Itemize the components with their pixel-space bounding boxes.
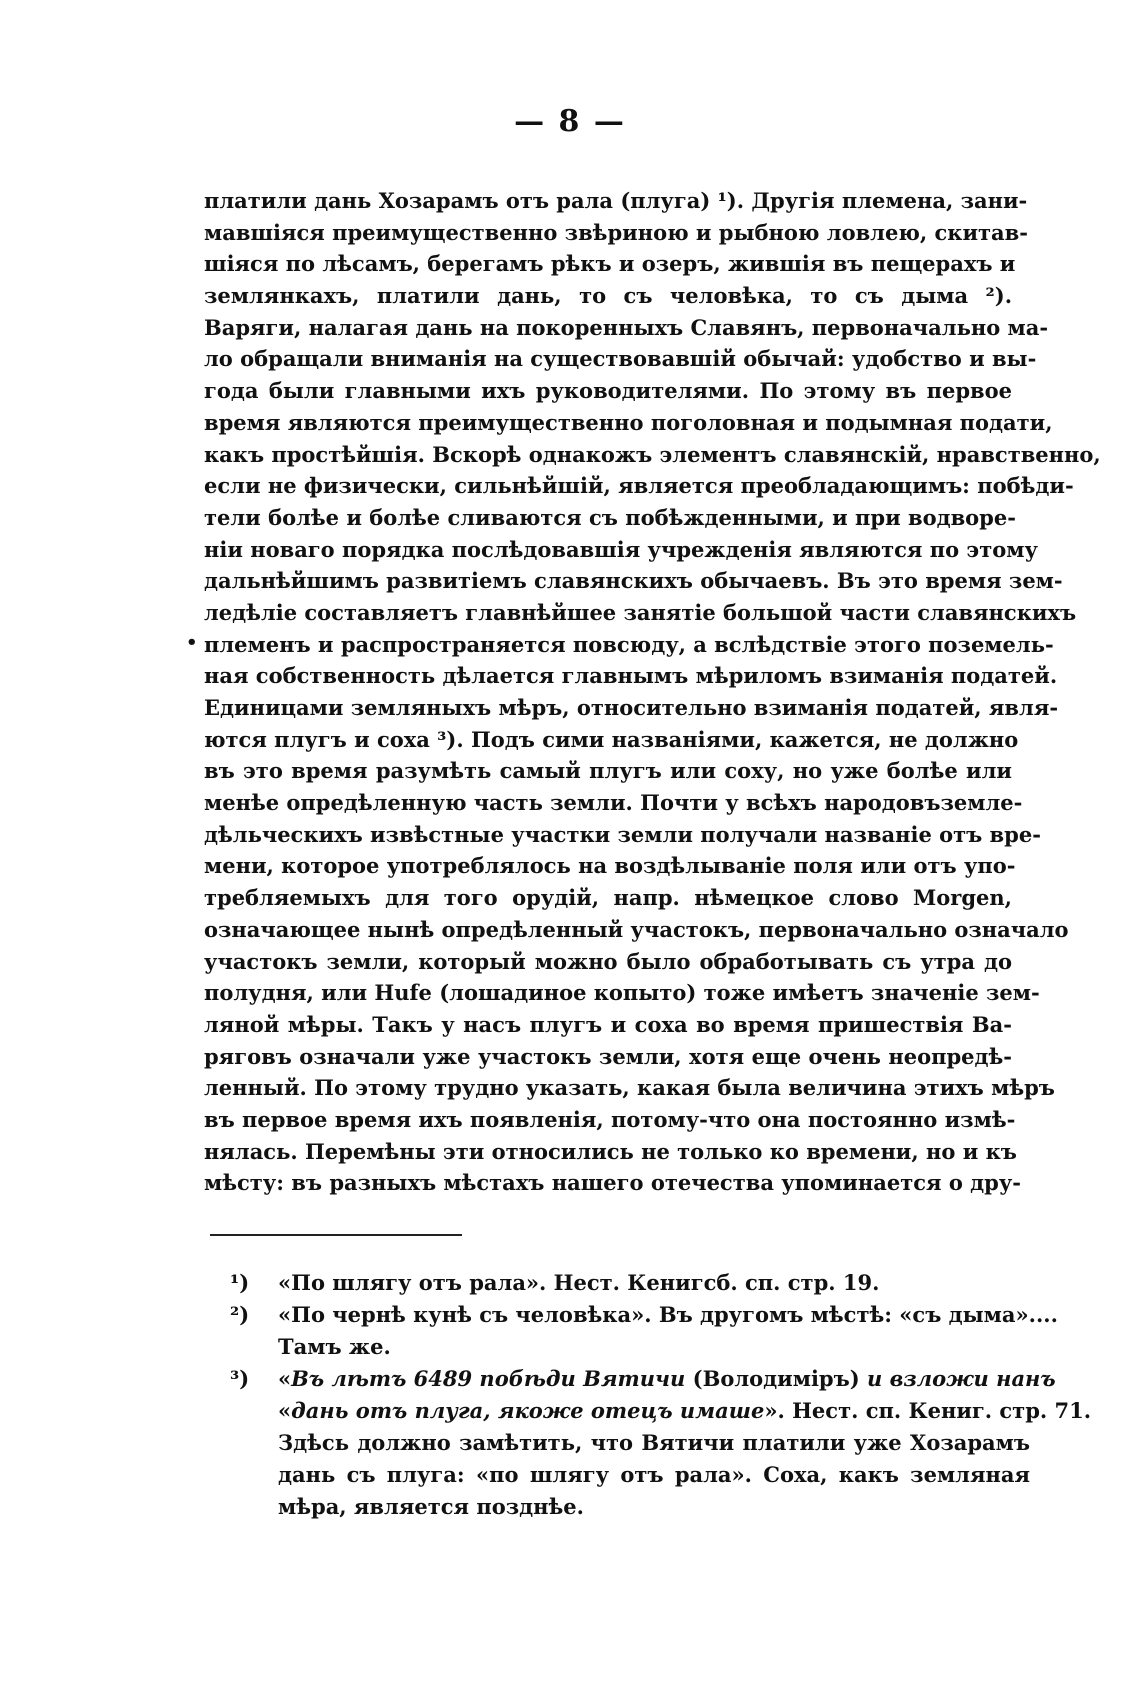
footnote-separator xyxy=(210,1234,462,1236)
body-line: какъ простѣйшія. Вскорѣ однакожъ элементъ славянскій, нравственно, xyxy=(204,441,1101,467)
body-line: участокъ земли, который можно было обработывать съ утра до xyxy=(204,948,1012,974)
footnote-text: дань съ плуга: «по шлягу отъ рала». Соха, какъ земляная xyxy=(278,1462,1030,1487)
body-line: дальнѣйшимъ развитіемъ славянскихъ обычаевъ. Въ это время зем- xyxy=(204,568,1063,594)
footnote-text-plain: (Володиміръ) xyxy=(685,1366,867,1391)
body-line: ледѣліе составляетъ главнѣйшее занятіе большой части славянскихъ xyxy=(204,599,1077,625)
footnote-text xyxy=(278,1366,1056,1391)
body-line: менѣе опредѣленную часть земли. Почти у всѣхъ народовъземле- xyxy=(204,790,1023,816)
body-line: ная собственность дѣлается главнымъ мѣриломъ взиманія податей. xyxy=(204,663,1058,689)
page-number: — 8 — xyxy=(514,104,626,139)
footnote-text: «По шлягу отъ рала». Нест. Кенигсб. сп. стр. 19. xyxy=(278,1270,880,1295)
body-line: ло обращали вниманія на существовавшій обычай: удобство и вы- xyxy=(204,346,1037,372)
body-line: Единицами земляныхъ мѣръ, относительно взиманія податей, явля- xyxy=(204,695,1059,720)
footnote-1 xyxy=(230,1267,1030,1299)
footnote-3-continued xyxy=(230,1459,1030,1491)
footnote-text: Тамъ же. xyxy=(278,1334,391,1359)
quote-open: « xyxy=(278,1398,292,1423)
footnote-3-continued xyxy=(230,1491,1030,1523)
body-line: Варяги, налагая дань на покоренныхъ Славянъ, первоначально ма- xyxy=(204,314,1049,340)
footnote-3-continued xyxy=(230,1395,1092,1427)
body-line: платили дань Хозарамъ отъ рала (плуга) ¹). Другія племена, зани- xyxy=(204,188,1028,213)
body-line: ніи новаго порядка послѣдовавшія учрежденія являются по этому xyxy=(204,536,1038,562)
footnote-marker: ¹) xyxy=(230,1270,250,1295)
body-line: землянкахъ, платили дань, то съ человѣка, то съ дыма ²). xyxy=(204,283,1012,309)
body-line: шіяся по лѣсамъ, берегамъ рѣкъ и озеръ, жившія въ пещерахъ и xyxy=(204,251,1016,277)
body-line: полудня, или Hufe (лошадиное копыто) тоже имѣетъ значеніе зем- xyxy=(204,980,1040,1006)
margin-mark: • xyxy=(186,632,198,653)
body-line: дѣльческихъ извѣстные участки земли получали названіе отъ вре- xyxy=(204,821,1041,847)
footnote-text xyxy=(278,1398,1091,1423)
body-line: если не физически, сильнѣйшій, является преобладающимъ: побѣди- xyxy=(204,473,1074,499)
body-line: означающее нынѣ опредѣленный участокъ, первоначально означало xyxy=(204,916,1069,942)
body-text xyxy=(204,185,1101,1199)
body-line: ленный. По этому трудно указать, какая была величина этихъ мѣръ xyxy=(204,1075,1055,1101)
body-line: требляемыхъ для того орудій, напр. нѣмецкое слово Morgen, xyxy=(204,885,1012,911)
body-line: нялась. Перемѣны эти относились не только ко времени, но и къ xyxy=(204,1138,1017,1164)
footnote-2 xyxy=(230,1299,1058,1331)
body-line: ляной мѣры. Такъ у насъ плугъ и соха во время пришествія Ва- xyxy=(204,1011,1012,1037)
body-line: мѣсту: въ разныхъ мѣстахъ нашего отечества упоминается о дру- xyxy=(204,1170,1022,1196)
footnote-text: «По чернѣ кунѣ съ человѣка». Въ другомъ мѣстѣ: «съ дыма».... xyxy=(278,1302,1058,1327)
body-line: мавшіяся преимущественно звѣриною и рыбною ловлею, скитав- xyxy=(204,219,1028,245)
chronicle-quote: и взложи нанъ xyxy=(866,1366,1056,1391)
footnote-marker: ³) xyxy=(230,1366,250,1391)
body-line: въ первое время ихъ появленія, потому-что она постоянно измѣ- xyxy=(204,1106,1016,1132)
body-line: время являются преимущественно поголовная и подымная подати, xyxy=(204,409,1053,435)
body-line: въ это время разумѣть самый плугъ или соху, но уже болѣе или xyxy=(204,758,1012,784)
chronicle-quote: дань отъ плуга, якоже отецъ имаше xyxy=(291,1398,765,1423)
footnote-text: мѣра, является позднѣе. xyxy=(278,1494,584,1519)
footnote-text: Здѣсь должно замѣтить, что Вятичи платили уже Хозарамъ xyxy=(278,1430,1030,1455)
body-line: ются плугъ и соха ³). Подъ сими названіями, кажется, не должно xyxy=(204,726,1019,752)
body-line: мени, которое употреблялось на воздѣлываніе поля или отъ упо- xyxy=(204,853,1016,879)
footnote-3 xyxy=(230,1363,1056,1395)
body-line: ряговъ означали уже участокъ земли, хотя еще очень неопредѣ- xyxy=(204,1043,1012,1069)
quote-open: « xyxy=(278,1366,292,1391)
chronicle-quote: Въ лѣтъ 6489 побѣди Вятичи xyxy=(291,1366,686,1391)
footnote-text-plain: ». Нест. сп. Кениг. стр. 71. xyxy=(764,1398,1092,1423)
body-line: тели болѣе и болѣе сливаются съ побѣжденными, и при водворе- xyxy=(204,504,1016,530)
footnote-2-continued xyxy=(230,1331,1030,1363)
footnote-3-continued xyxy=(230,1427,1030,1459)
footnote-marker: ²) xyxy=(230,1302,250,1327)
body-line: года были главными ихъ руководителями. По этому въ первое xyxy=(204,378,1012,404)
body-line: племенъ и распространяется повсюду, а вслѣдствіе этого поземель- xyxy=(204,631,1054,657)
footnotes xyxy=(230,1267,1092,1523)
